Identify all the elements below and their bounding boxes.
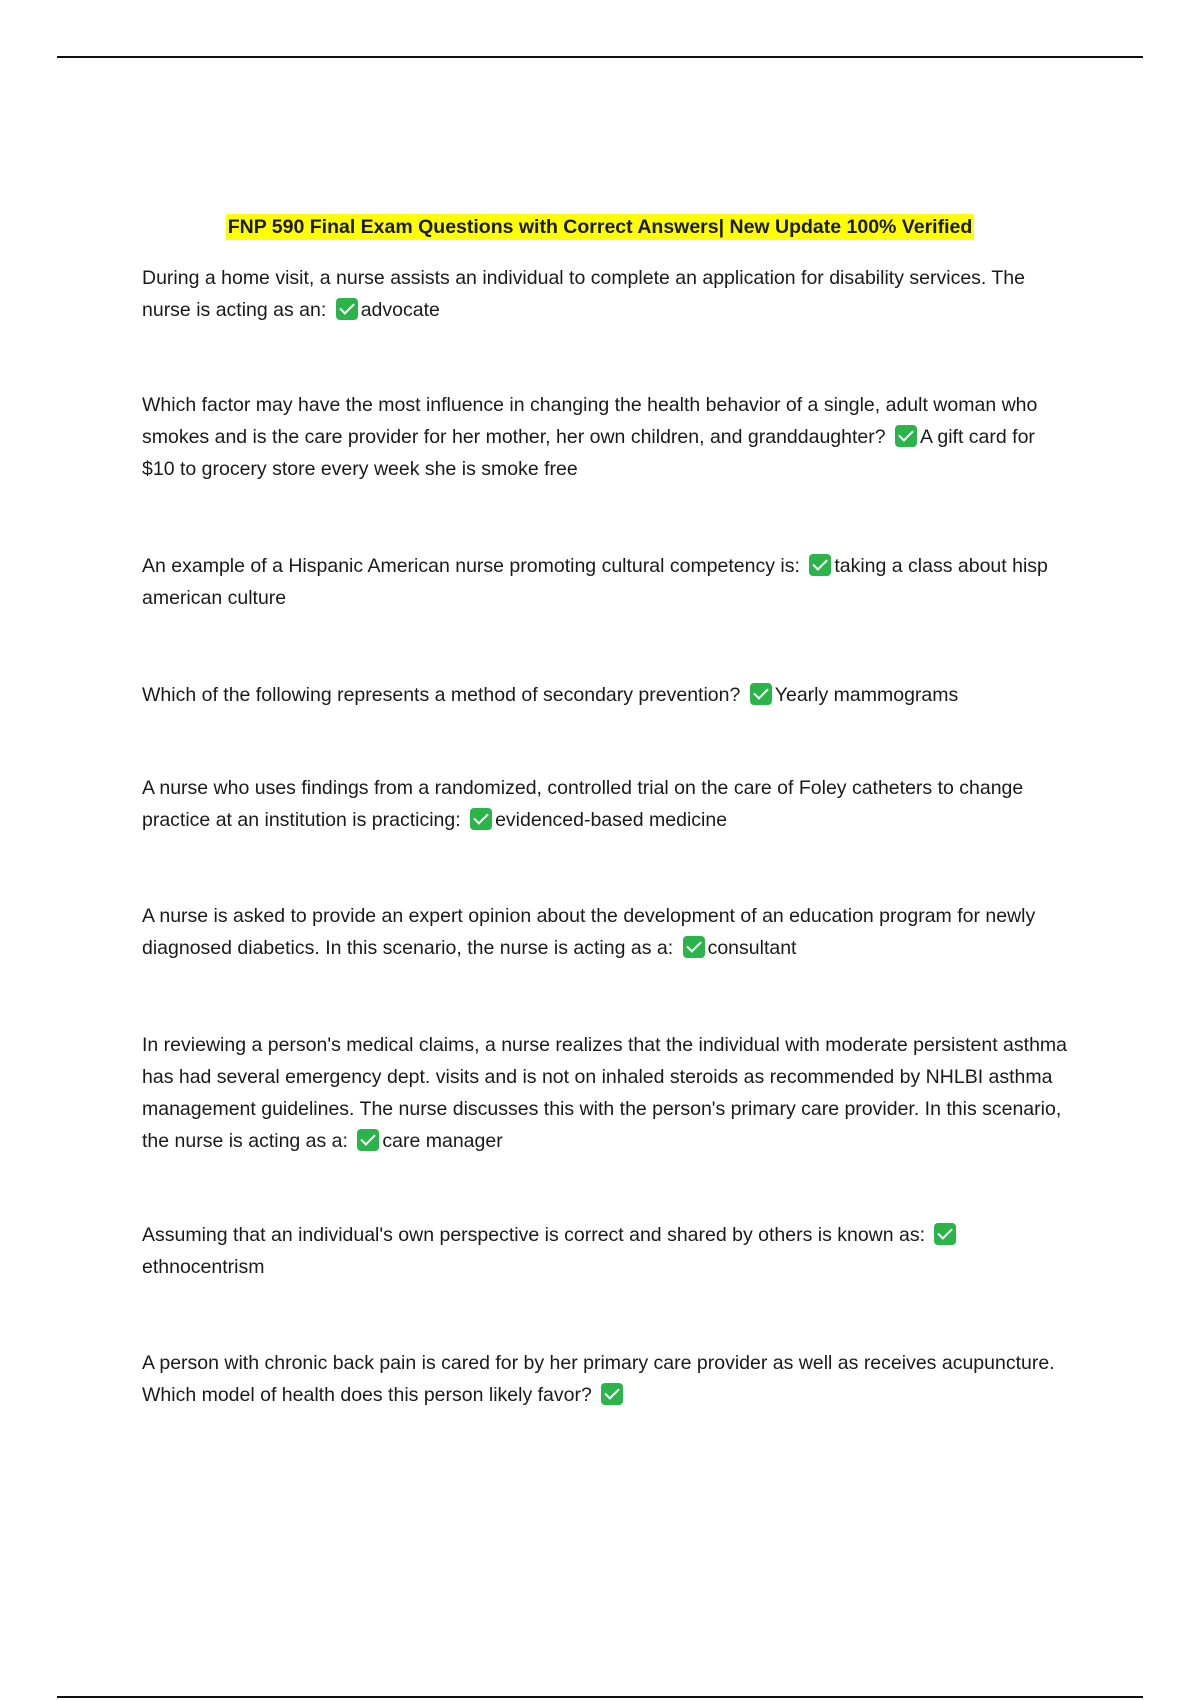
qa-item-5 bbox=[142, 772, 1072, 836]
question-text: In reviewing a person's medical claims, a nurse realizes that the individual with moderate persistent asthma has had several emergency dept. visits and is not on inhaled steroids as recommended by NHLBI asthma management guidelines. The nurse discusses this with the person's primary care provider. In this scenario, the nurse is acting as a: bbox=[142, 1034, 1068, 1152]
check-icon bbox=[470, 808, 492, 830]
question-text: A person with chronic back pain is cared for by her primary care provider as well as receives acupuncture. Which model of health does this person likely favor? bbox=[142, 1352, 1055, 1406]
answer-text: evidenced-based medicine bbox=[495, 809, 728, 831]
answer-text: consultant bbox=[707, 937, 797, 959]
document-title: FNP 590 Final Exam Questions with Correct Answers| New Update 100% Verified bbox=[227, 216, 973, 238]
qa-item-7 bbox=[142, 1029, 1072, 1157]
bottom-rule bbox=[57, 1696, 1143, 1698]
answer-text: taking a class about hisp american culture bbox=[142, 555, 1048, 609]
top-rule bbox=[57, 56, 1143, 58]
question-text: A nurse is asked to provide an expert opinion about the development of an education program for newly diagnosed diabetics. In this scenario, the nurse is acting as a: bbox=[142, 905, 1036, 959]
question-text: Which of the following represents a method of secondary prevention? bbox=[142, 684, 741, 706]
answer-text: advocate bbox=[360, 299, 440, 321]
check-icon bbox=[750, 683, 772, 705]
qa-item-1 bbox=[142, 262, 1072, 326]
check-icon bbox=[809, 554, 831, 576]
answer-text: Yearly mammograms bbox=[774, 684, 959, 706]
qa-item-6 bbox=[142, 900, 1072, 964]
check-icon bbox=[683, 936, 705, 958]
check-icon bbox=[601, 1383, 623, 1405]
qa-item-3 bbox=[142, 550, 1072, 614]
question-text: A nurse who uses findings from a randomized, controlled trial on the care of Foley catheters to change practice at an institution is practicing: bbox=[142, 777, 1024, 831]
answer-text: ethnocentrism bbox=[142, 1256, 265, 1278]
check-icon bbox=[895, 425, 917, 447]
qa-item-9 bbox=[142, 1347, 1072, 1411]
qa-item-8 bbox=[142, 1219, 1072, 1283]
answer-text: care manager bbox=[382, 1130, 503, 1152]
title-container bbox=[0, 214, 1200, 240]
question-text: An example of a Hispanic American nurse promoting cultural competency is: bbox=[142, 555, 800, 577]
question-text: Which factor may have the most influence in changing the health behavior of a single, adult woman who smokes and is the care provider for her mother, her own children, and granddaughter? bbox=[142, 394, 1038, 448]
check-icon bbox=[336, 298, 358, 320]
qa-item-2 bbox=[142, 389, 1072, 485]
question-text: During a home visit, a nurse assists an individual to complete an application for disability services. The nurse is acting as an: bbox=[142, 267, 1025, 321]
answer-text: A gift card for $10 to grocery store every week she is smoke free bbox=[142, 426, 1035, 480]
question-text: Assuming that an individual's own perspective is correct and shared by others is known as: bbox=[142, 1224, 926, 1246]
qa-item-4 bbox=[142, 679, 1072, 711]
check-icon bbox=[934, 1223, 956, 1245]
check-icon bbox=[357, 1129, 379, 1151]
